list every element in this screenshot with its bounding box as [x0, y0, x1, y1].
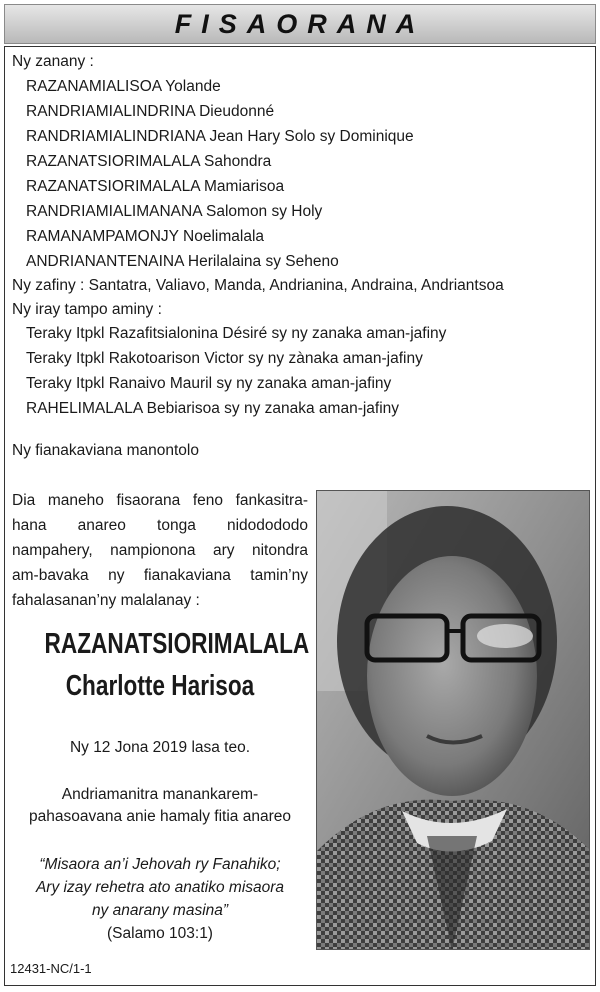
thanks-paragraph	[12, 488, 308, 613]
child-name: RAMANAMPAMONJY Noelimalala	[26, 228, 265, 245]
thanks-line: am-bavaka ny fianakaviana tamin’ny	[12, 567, 308, 584]
header-banner	[4, 4, 596, 44]
children-label: Ny zanany :	[12, 53, 94, 70]
deceased-portrait-photo	[316, 490, 590, 950]
portrait-illustration	[317, 491, 590, 950]
verse-line-3: ny anarany masina”	[91, 902, 229, 919]
sibling-line: RAHELIMALALA Bebiarisoa sy ny zanaka aman-jafiny	[26, 400, 400, 417]
thanks-line: hana anareo tonga nidodododo	[12, 517, 308, 534]
sibling-line: Teraky Itpkl Rakotoarison Victor sy ny zànaka aman-jafiny	[26, 350, 423, 367]
blessing-line-1: Andriamanitra manankarem-	[61, 786, 259, 803]
blessing-line-2: pahasoavana anie hamaly fitia anareo	[29, 808, 291, 825]
page-title: FISAORANA	[174, 8, 426, 39]
child-name: RAZANATSIORIMALALA Mamiarisoa	[26, 178, 285, 195]
thanks-line: Dia maneho fisaorana feno fankasitra-	[12, 492, 308, 509]
child-name: RAZANATSIORIMALALA Sahondra	[26, 153, 272, 170]
child-name: RANDRIAMIALIMANANA Salomon sy Holy	[26, 203, 323, 220]
thanks-line: nampahery, nampionona ary nitondra	[12, 542, 308, 559]
whole-family-line: Ny fianakaviana manontolo	[12, 442, 199, 459]
sibling-line: Teraky Itpkl Ranaivo Mauril sy ny zanaka aman-jafiny	[26, 375, 392, 392]
child-name: ANDRIANANTENAINA Herilalaina sy Seheno	[26, 253, 339, 270]
reference-code: 12431-NC/1-1	[10, 961, 92, 976]
deceased-given-names: Charlotte Harisoa	[65, 670, 255, 702]
grandchildren-line: Ny zafiny : Santatra, Valiavo, Manda, Andrianina, Andraina, Andriantsoa	[12, 277, 504, 294]
deceased-surname: RAZANATSIORIMALALA	[44, 628, 310, 660]
thanks-line: fahalasanan’ny malalanay :	[12, 592, 200, 609]
child-name: RANDRIAMIALINDRINA Dieudonné	[26, 103, 275, 120]
siblings-label: Ny iray tampo aminy :	[12, 301, 162, 318]
verse-reference: (Salamo 103:1)	[107, 925, 213, 942]
sibling-line: Teraky Itpkl Razafitsialonina Désiré sy ny zanaka aman-jafiny	[26, 325, 447, 342]
verse-line-1: “Misaora an’i Jehovah ry Fanahiko;	[39, 856, 281, 873]
verse-line-2: Ary izay rehetra ato anatiko misaora	[35, 879, 285, 896]
date-of-passing: Ny 12 Jona 2019 lasa teo.	[69, 739, 251, 756]
child-name: RANDRIAMIALINDRIANA Jean Hary Solo sy Dominique	[26, 128, 414, 145]
child-name: RAZANAMIALISOA Yolande	[26, 78, 221, 95]
